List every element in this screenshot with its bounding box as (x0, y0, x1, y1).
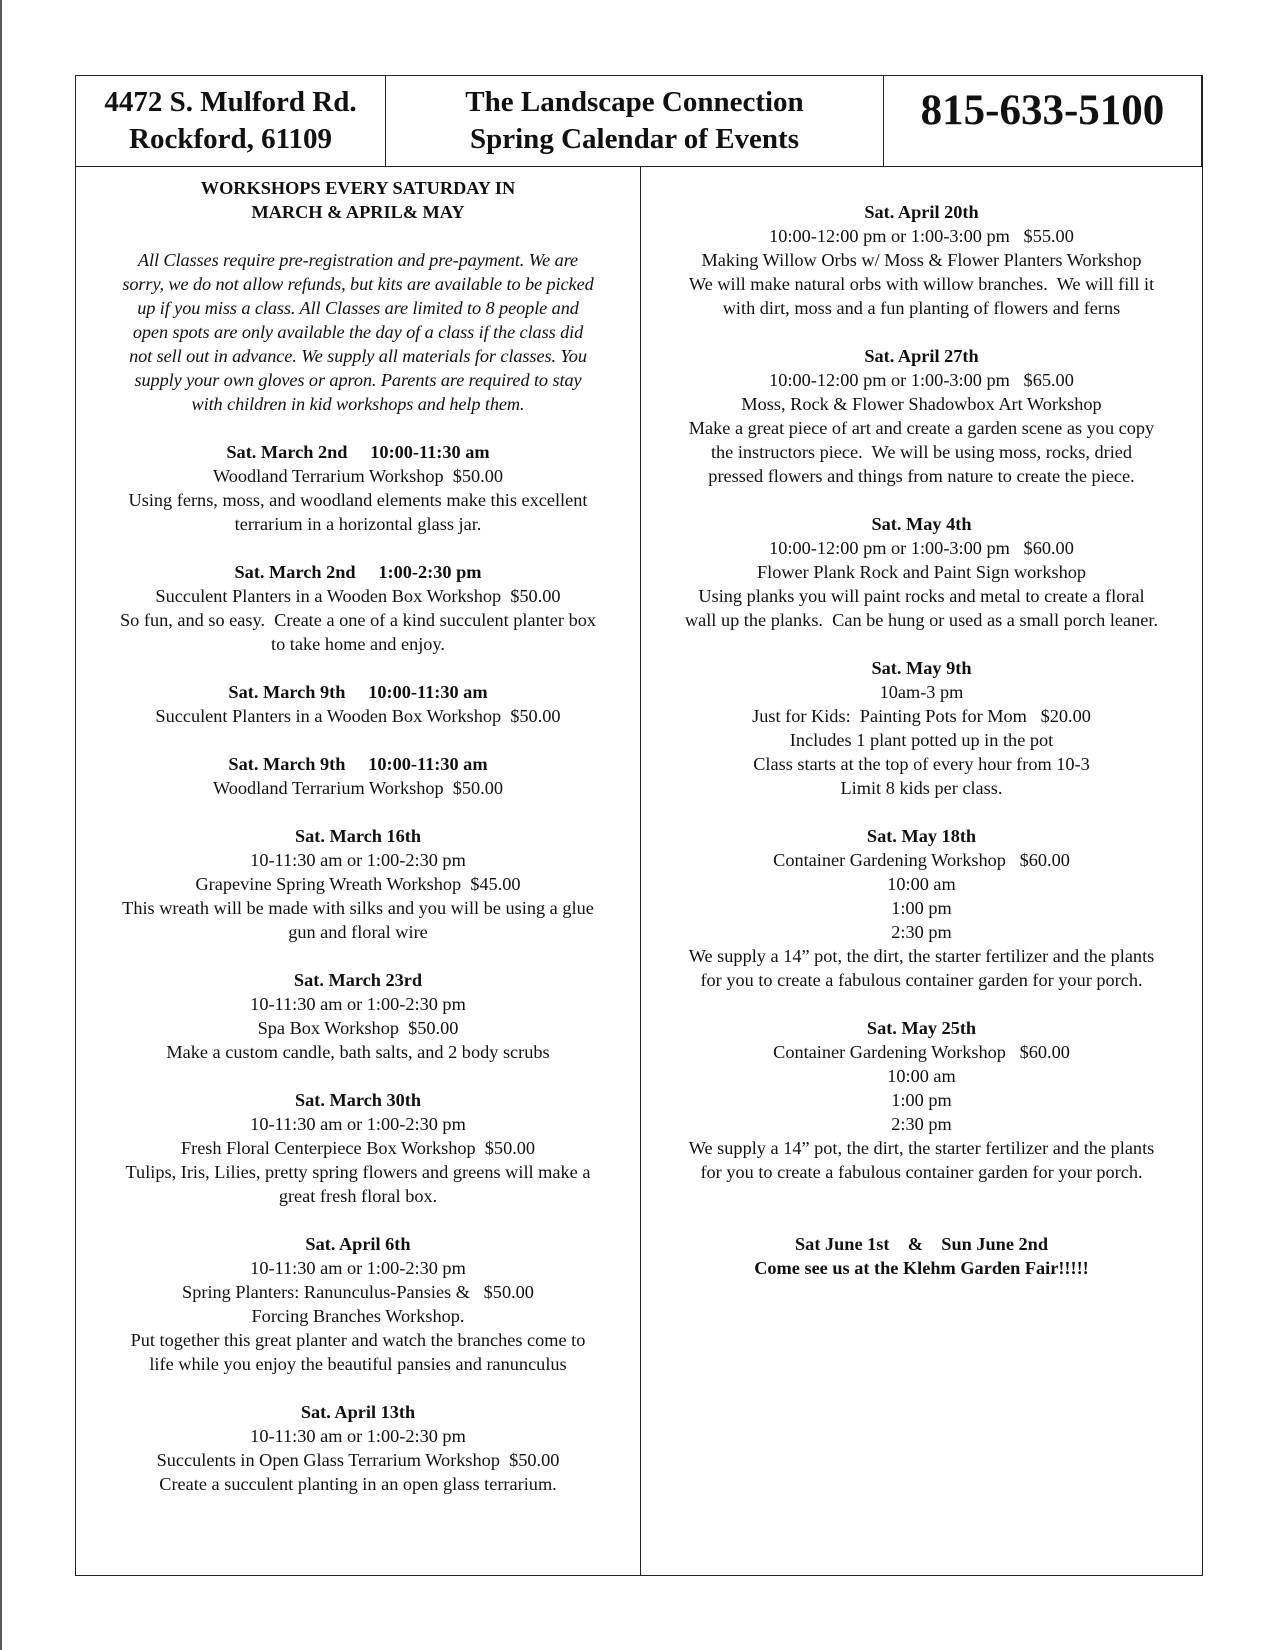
event-detail-line: 10:00 am (887, 874, 956, 894)
event-detail-line: Woodland Terrarium Workshop $50.00 (212, 778, 504, 798)
event-block (647, 200, 1196, 320)
event-detail-line: 10-11:30 am or 1:00-2:30 pm (250, 1426, 466, 1446)
event-detail-line: Spa Box Workshop $50.00 (257, 1018, 459, 1038)
event-detail-line: We supply a 14” pot, the dirt, the starter fertilizer and the plants (688, 946, 1155, 966)
policy-line: sorry, we do not allow refunds, but kits are available to be picked (122, 274, 594, 294)
event-heading: Sat. March 9th 10:00-11:30 am (228, 682, 488, 702)
event-detail-line: for you to create a fabulous container garden for your porch. (700, 1162, 1143, 1182)
title-block (386, 76, 884, 166)
event-detail-line: 1:00 pm (891, 1090, 952, 1110)
business-name: The Landscape Connection (465, 86, 804, 118)
phone-number: 815-633-5100 (920, 87, 1165, 134)
event-heading: Sat. March 2nd 1:00-2:30 pm (234, 562, 482, 582)
policy-line: not sell out in advance. We supply all materials for classes. You (129, 346, 587, 366)
event-block (82, 1232, 634, 1376)
event-detail-line: for you to create a fabulous container garden for your porch. (700, 970, 1143, 990)
event-heading: Sat. April 27th (864, 346, 979, 366)
event-heading: Sat. March 23rd (293, 970, 423, 990)
event-detail-line: Woodland Terrarium Workshop $50.00 (212, 466, 504, 486)
event-heading: Sat. May 18th (866, 826, 977, 846)
event-block (647, 824, 1196, 992)
event-block (82, 560, 634, 656)
event-detail-line: Class starts at the top of every hour from 10-3 (753, 754, 1090, 774)
event-detail-line: Succulent Planters in a Wooden Box Workshop $50.00 (155, 706, 561, 726)
event-detail-line: Moss, Rock & Flower Shadowbox Art Workshop (741, 394, 1102, 414)
left-events (82, 440, 634, 1496)
policy-line: with children in kid workshops and help them. (191, 394, 525, 414)
closing-note (647, 1232, 1196, 1280)
policy-line: All Classes require pre-registration and pre-payment. We are (137, 250, 579, 270)
event-block (647, 1016, 1196, 1184)
event-detail-line: Using planks you will paint rocks and metal to create a floral (698, 586, 1145, 606)
event-detail-line: 10:00-12:00 pm or 1:00-3:00 pm $55.00 (769, 226, 1074, 246)
event-detail-line: Grapevine Spring Wreath Workshop $45.00 (195, 874, 521, 894)
left-column (76, 167, 641, 1575)
event-detail-line: Using ferns, moss, and woodland elements make this excellent (128, 490, 588, 510)
event-detail-line: great fresh floral box. (278, 1186, 438, 1206)
event-detail-line: Container Gardening Workshop $60.00 (773, 1042, 1070, 1062)
event-detail-line: This wreath will be made with silks and you will be using a glue (122, 898, 594, 918)
event-heading: Sat. March 2nd 10:00-11:30 am (226, 442, 490, 462)
event-detail-line: terrarium in a horizontal glass jar. (234, 514, 482, 534)
event-heading: Sat. March 30th (294, 1090, 422, 1110)
event-block (82, 1400, 634, 1496)
event-heading: Sat. May 25th (866, 1018, 977, 1038)
event-detail-line: We supply a 14” pot, the dirt, the starter fertilizer and the plants (688, 1138, 1155, 1158)
event-detail-line: wall up the planks. Can be hung or used as a small porch leaner. (684, 610, 1159, 630)
event-block (82, 1088, 634, 1208)
address-block (76, 76, 386, 166)
closing-dates: Sat June 1st & Sun June 2nd (795, 1234, 1048, 1254)
event-detail-line: Fresh Floral Centerpiece Box Workshop $50.00 (180, 1138, 536, 1158)
event-block (82, 752, 634, 800)
event-detail-line: Make a custom candle, bath salts, and 2 body scrubs (166, 1042, 550, 1062)
event-block (82, 824, 634, 944)
workshops-heading-line: WORKSHOPS EVERY SATURDAY IN (200, 178, 516, 198)
event-detail-line: Just for Kids: Painting Pots for Mom $20.00 (752, 706, 1091, 726)
event-detail-line: Create a succulent planting in an open glass terrarium. (159, 1474, 557, 1494)
event-detail-line: pressed flowers and things from nature to create the piece. (708, 466, 1135, 486)
event-detail-line: We will make natural orbs with willow branches. We will fill it (688, 274, 1155, 294)
event-detail-line: Limit 8 kids per class. (840, 778, 1003, 798)
event-detail-line: So fun, and so easy. Create a one of a kind succulent planter box (119, 610, 597, 630)
event-block (647, 512, 1196, 632)
event-block (82, 680, 634, 728)
event-detail-line: Put together this great planter and watch the branches come to (130, 1330, 586, 1350)
right-column (641, 167, 1202, 1575)
event-detail-line: life while you enjoy the beautiful pansies and ranunculus (149, 1354, 567, 1374)
event-heading: Sat. March 9th 10:00-11:30 am (228, 754, 488, 774)
event-detail-line: Flower Plank Rock and Paint Sign workshop (756, 562, 1087, 582)
event-detail-line: Spring Planters: Ranunculus-Pansies & $50.00 (182, 1282, 534, 1302)
event-detail-line: Make a great piece of art and create a garden scene as you copy (688, 418, 1155, 438)
address-street: 4472 S. Mulford Rd. (104, 86, 357, 118)
event-heading: Sat. April 13th (300, 1402, 416, 1422)
event-detail-line: 1:00 pm (891, 898, 952, 918)
closing-message: Come see us at the Klehm Garden Fair!!!!! (754, 1258, 1089, 1278)
event-detail-line: Making Willow Orbs w/ Moss & Flower Planters Workshop (701, 250, 1142, 270)
event-detail-line: to take home and enjoy. (271, 634, 445, 654)
workshops-heading-line: MARCH & APRIL& MAY (251, 202, 465, 222)
address-city: Rockford, 61109 (129, 123, 332, 155)
event-detail-line: 2:30 pm (891, 1114, 952, 1134)
event-detail-line: 10-11:30 am or 1:00-2:30 pm (250, 1258, 466, 1278)
event-detail-line: Tulips, Iris, Lilies, pretty spring flowers and greens will make a (125, 1162, 591, 1182)
event-detail-line: 10:00-12:00 pm or 1:00-3:00 pm $60.00 (769, 538, 1074, 558)
policy-line: supply your own gloves or apron. Parents are required to stay (134, 370, 582, 390)
policy-text (82, 248, 634, 416)
event-detail-line: 10:00-12:00 pm or 1:00-3:00 pm $65.00 (769, 370, 1074, 390)
event-heading: Sat. April 20th (864, 202, 979, 222)
right-events (647, 200, 1196, 1184)
header-table (75, 75, 1203, 167)
event-heading: Sat. May 4th (871, 514, 972, 534)
event-detail-line: with dirt, moss and a fun planting of flowers and ferns (722, 298, 1121, 318)
event-detail-line: 10-11:30 am or 1:00-2:30 pm (250, 1114, 466, 1134)
event-detail-line: gun and floral wire (288, 922, 428, 942)
workshops-heading (82, 176, 634, 224)
policy-line: up if you miss a class. All Classes are limited to 8 people and (137, 298, 579, 318)
event-detail-line: Includes 1 plant potted up in the pot (789, 730, 1054, 750)
event-detail-line: 10-11:30 am or 1:00-2:30 pm (250, 850, 466, 870)
event-detail-line: Container Gardening Workshop $60.00 (773, 850, 1070, 870)
event-block (647, 344, 1196, 488)
policy-line: open spots are only available the day of a class if the class did (132, 322, 584, 342)
event-detail-line: 2:30 pm (891, 922, 952, 942)
event-block (82, 968, 634, 1064)
phone-block (884, 76, 1202, 166)
event-heading: Sat. May 9th (871, 658, 972, 678)
event-heading: Sat. March 16th (294, 826, 422, 846)
page-edge (0, 0, 2, 1650)
calendar-title: Spring Calendar of Events (470, 123, 799, 155)
event-block (647, 656, 1196, 800)
event-detail-line: Forcing Branches Workshop. (251, 1306, 465, 1326)
event-detail-line: Succulents in Open Glass Terrarium Workshop $50.00 (156, 1450, 560, 1470)
event-detail-line: 10am-3 pm (879, 682, 964, 702)
calendar-body (75, 166, 1203, 1576)
event-detail-line: the instructors piece. We will be using moss, rocks, dried (710, 442, 1133, 462)
event-heading: Sat. April 6th (305, 1234, 411, 1254)
event-detail-line: 10-11:30 am or 1:00-2:30 pm (250, 994, 466, 1014)
event-detail-line: Succulent Planters in a Wooden Box Workshop $50.00 (155, 586, 561, 606)
event-block (82, 440, 634, 536)
event-detail-line: 10:00 am (887, 1066, 956, 1086)
